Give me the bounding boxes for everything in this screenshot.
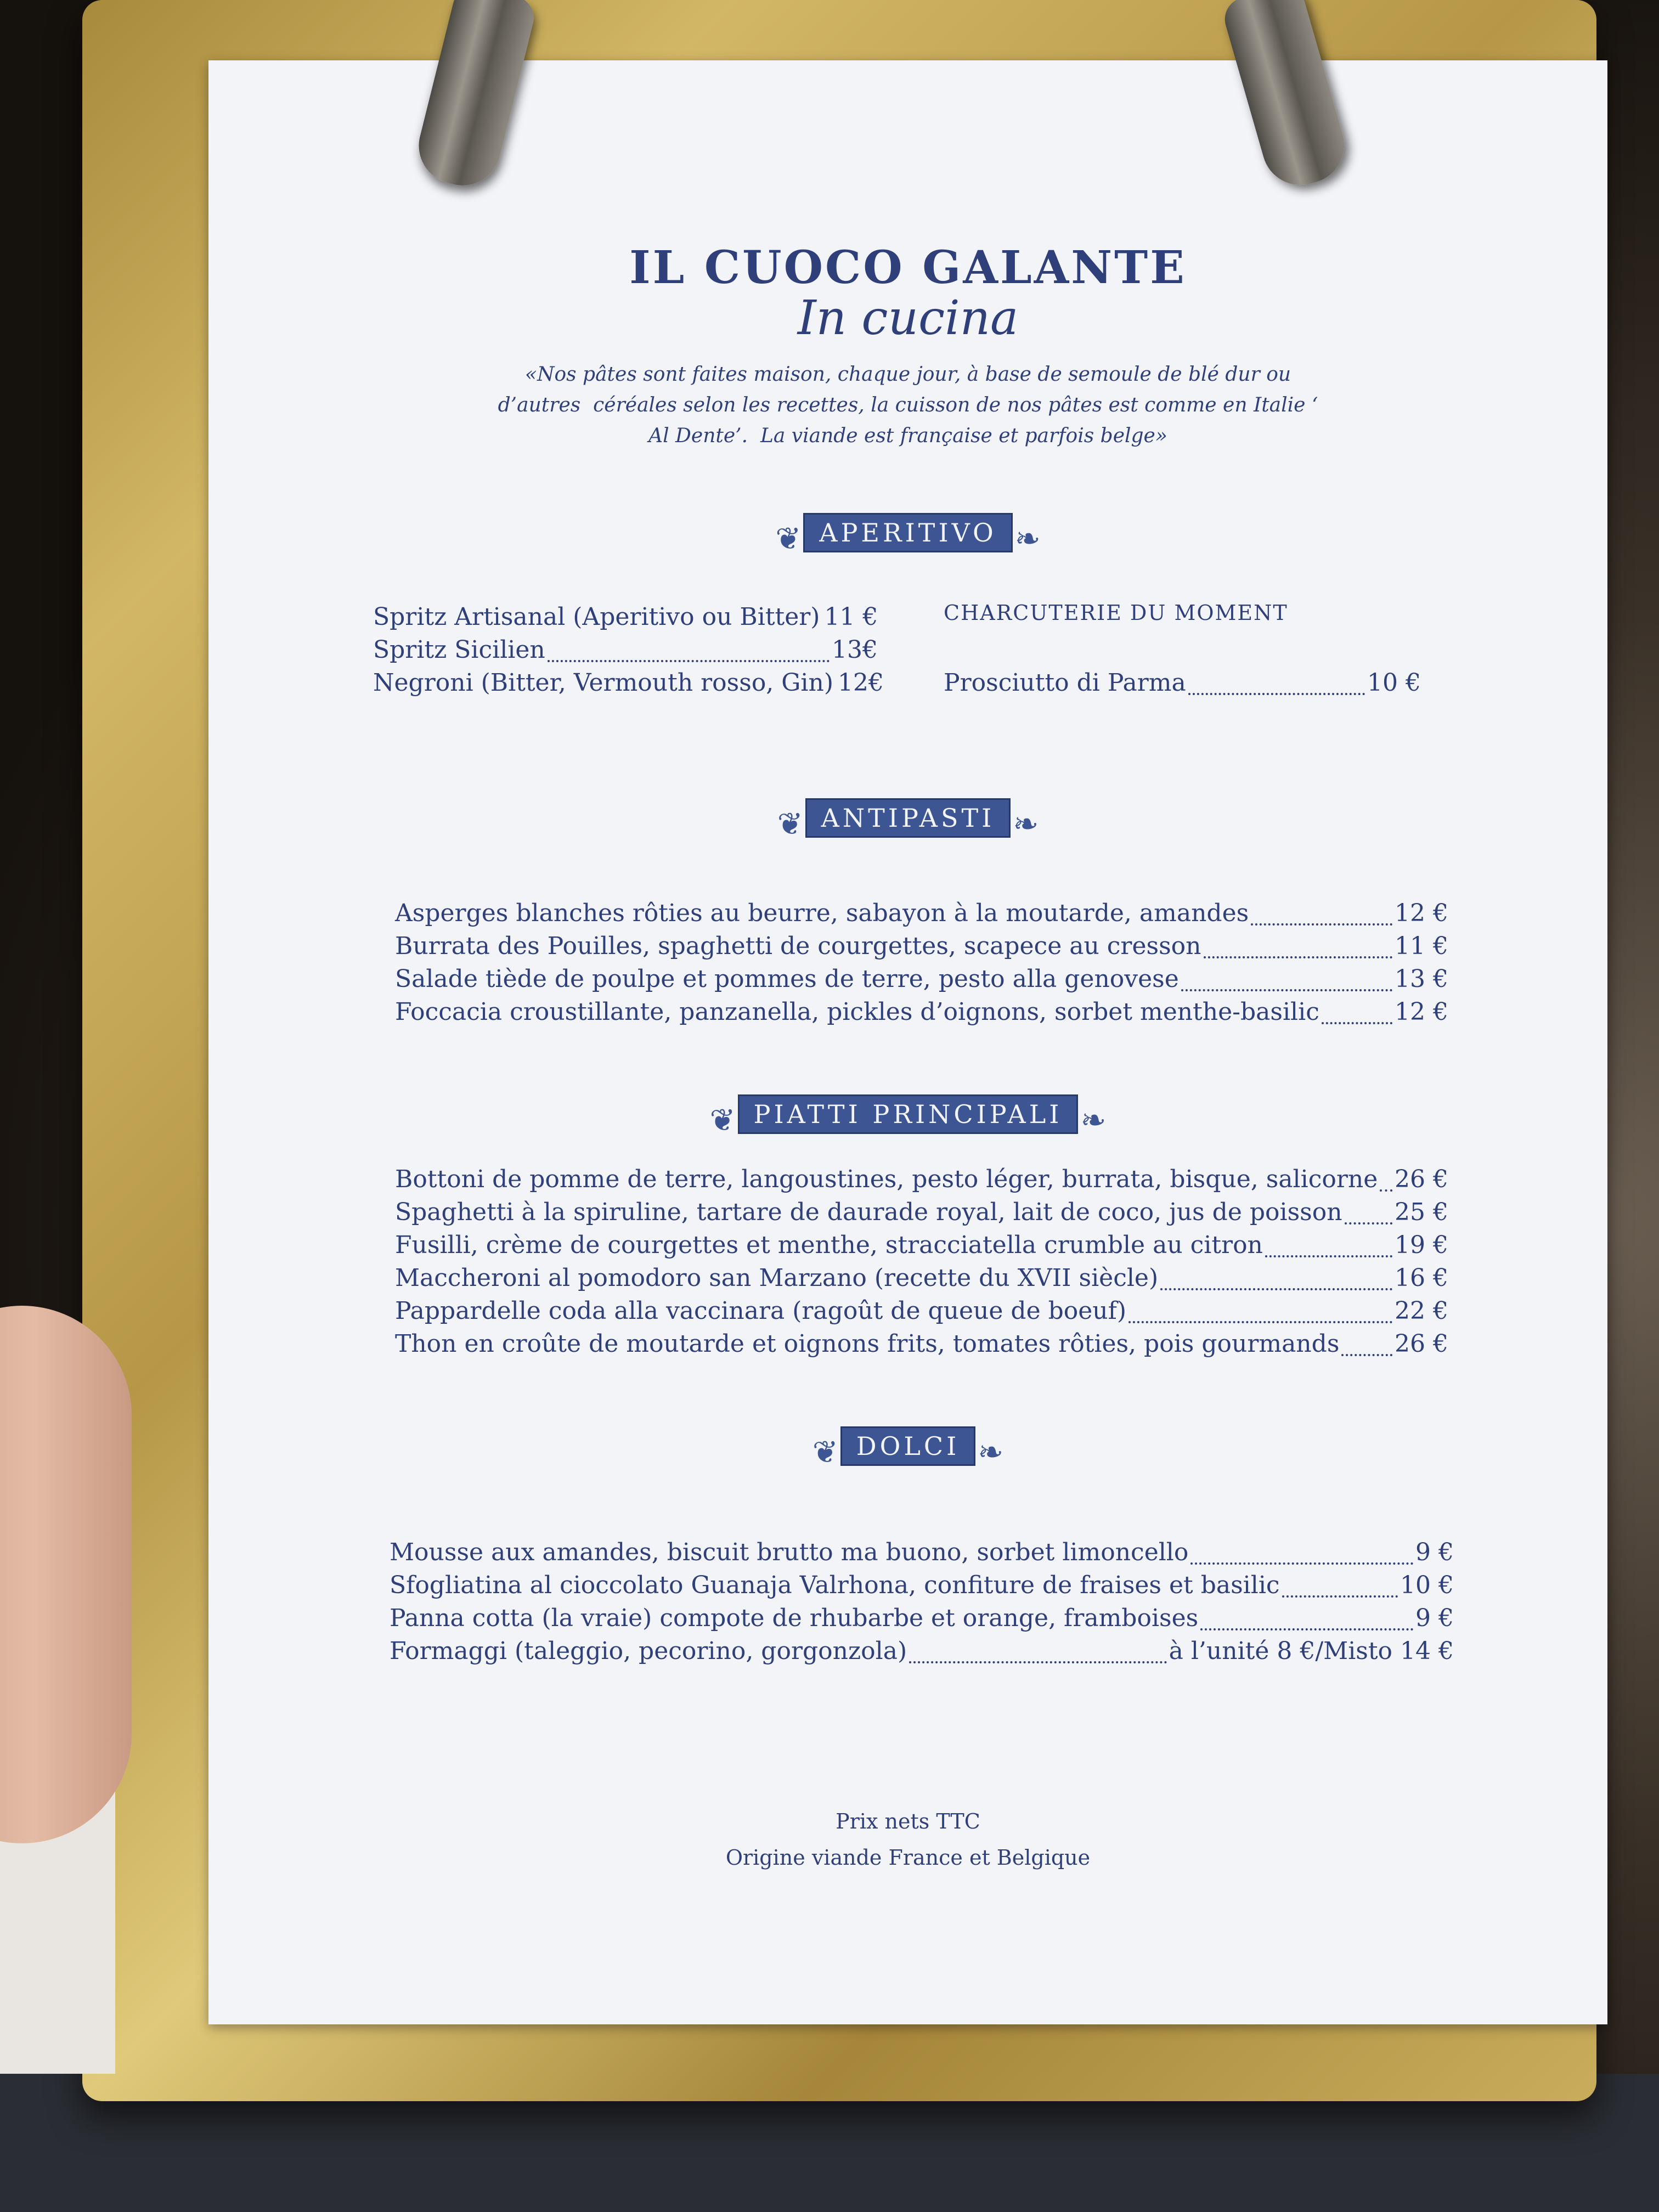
item-price: 11 € bbox=[1395, 932, 1448, 960]
leader-dots bbox=[1380, 1183, 1392, 1192]
item-name: Sfogliatina al cioccolato Guanaja Valrhona, confiture de fraises et basilic bbox=[390, 1571, 1280, 1599]
section-banner-aperitivo: APERITIVO bbox=[803, 513, 1013, 552]
item-name: Salade tiède de poulpe et pommes de terre, pesto alla genovese bbox=[395, 965, 1179, 993]
menu-item bbox=[395, 1328, 1448, 1361]
item-price: 12 € bbox=[1395, 998, 1448, 1026]
item-name: Maccheroni al pomodoro san Marzano (recette du XVII siècle) bbox=[395, 1264, 1159, 1292]
item-name: Asperges blanches rôties au beurre, sabayon à la moutarde, amandes bbox=[395, 899, 1249, 927]
section-banner-dolci: DOLCI bbox=[840, 1426, 976, 1466]
leader-dots bbox=[909, 1655, 1167, 1663]
item-name: Burrata des Pouilles, spaghetti de courgettes, scapece au cresson bbox=[395, 932, 1201, 960]
leader-dots bbox=[1341, 1347, 1392, 1356]
leader-dots bbox=[1181, 983, 1392, 991]
leader-dots bbox=[1190, 1556, 1413, 1565]
item-price: 19 € bbox=[1395, 1231, 1448, 1259]
ornament-left-icon: ❦ bbox=[777, 806, 803, 842]
menu-item bbox=[390, 1635, 1454, 1668]
menu-item bbox=[395, 1229, 1448, 1262]
item-price: 25 € bbox=[1395, 1198, 1448, 1226]
menu-item bbox=[395, 1196, 1448, 1229]
aperitivo-banner-wrap bbox=[208, 513, 1607, 557]
item-name: Mousse aux amandes, biscuit brutto ma buono, sorbet limoncello bbox=[390, 1538, 1189, 1566]
item-name: Bottoni de pomme de terre, langoustines, pesto léger, burrata, bisque, salicorne bbox=[395, 1165, 1378, 1193]
menu-item bbox=[373, 667, 884, 699]
leader-dots bbox=[1251, 917, 1392, 926]
thumb bbox=[0, 1306, 132, 1843]
menu-item bbox=[390, 1569, 1454, 1602]
menu-item bbox=[390, 1536, 1454, 1569]
menu-item bbox=[395, 1163, 1448, 1196]
leader-dots bbox=[1322, 1015, 1392, 1024]
item-name: Spritz Sicilien bbox=[373, 636, 545, 664]
item-name: Negroni (Bitter, Vermouth rosso, Gin) bbox=[373, 669, 834, 697]
footer-origin-note: Origine viande France et Belgique bbox=[725, 1846, 1091, 1870]
item-price: 11 € bbox=[824, 603, 878, 631]
brass-clipboard bbox=[82, 0, 1596, 2101]
menu-item bbox=[395, 963, 1448, 996]
intro-line: d’autres céréales selon les recettes, la cuisson de nos pâtes est comme en Italie ‘ bbox=[498, 394, 1318, 416]
charcuterie-heading: CHARCUTERIE DU MOMENT bbox=[944, 601, 1288, 625]
antipasti-banner-wrap bbox=[208, 798, 1607, 842]
item-name: Thon en croûte de moutarde et oignons frits, tomates rôties, pois gourmands bbox=[395, 1330, 1340, 1358]
item-price: à l’unité 8 €/Misto 14 € bbox=[1169, 1637, 1454, 1665]
menu-item bbox=[373, 634, 878, 667]
item-price: 10 € bbox=[1367, 669, 1421, 697]
intro-line: Al Dente’. La viande est française et parfois belge» bbox=[648, 425, 1167, 447]
item-name: Panna cotta (la vraie) compote de rhubarbe et orange, framboises bbox=[390, 1604, 1199, 1632]
ornament-left-icon: ❦ bbox=[812, 1435, 838, 1470]
item-name: Spritz Artisanal (Aperitivo ou Bitter) bbox=[373, 603, 820, 631]
menu-item bbox=[944, 667, 1421, 699]
item-price: 13€ bbox=[832, 636, 878, 664]
ornament-left-icon: ❦ bbox=[775, 521, 802, 557]
section-banner-piatti: PIATTI PRINCIPALI bbox=[738, 1094, 1079, 1134]
leader-dots bbox=[1200, 1622, 1413, 1630]
item-name: Spaghetti à la spiruline, tartare de daurade royal, lait de coco, jus de poisson bbox=[395, 1198, 1342, 1226]
ornament-left-icon: ❦ bbox=[709, 1103, 736, 1138]
ornament-right-icon: ❧ bbox=[1080, 1103, 1107, 1138]
item-name: Prosciutto di Parma bbox=[944, 669, 1186, 697]
leader-dots bbox=[1128, 1314, 1392, 1323]
item-price: 12 € bbox=[1395, 899, 1448, 927]
item-name: Formaggi (taleggio, pecorino, gorgonzola) bbox=[390, 1637, 907, 1665]
dolci-banner-wrap bbox=[208, 1426, 1607, 1470]
restaurant-title: IL CUOCO GALANTE bbox=[629, 241, 1187, 294]
leader-dots bbox=[548, 653, 830, 662]
menu-paper bbox=[208, 60, 1607, 2024]
menu-item bbox=[395, 1262, 1448, 1295]
menu-item bbox=[395, 897, 1448, 930]
leader-dots bbox=[1265, 1249, 1392, 1257]
ornament-right-icon: ❧ bbox=[1013, 806, 1039, 842]
item-price: 9 € bbox=[1415, 1604, 1454, 1632]
item-price: 9 € bbox=[1415, 1538, 1454, 1566]
leader-dots bbox=[1282, 1589, 1398, 1598]
item-price: 12€ bbox=[838, 669, 884, 697]
ornament-right-icon: ❧ bbox=[1014, 521, 1041, 557]
item-price: 26 € bbox=[1395, 1330, 1448, 1358]
item-price: 13 € bbox=[1395, 965, 1448, 993]
intro-text bbox=[208, 359, 1607, 452]
menu-item bbox=[395, 996, 1448, 1029]
footer-prices-note: Prix nets TTC bbox=[836, 1809, 980, 1833]
item-name: Pappardelle coda alla vaccinara (ragoût de queue de boeuf) bbox=[395, 1297, 1127, 1325]
item-name: Fusilli, crème de courgettes et menthe, stracciatella crumble au citron bbox=[395, 1231, 1263, 1259]
menu-item bbox=[395, 1295, 1448, 1328]
leader-dots bbox=[1188, 686, 1365, 695]
menu-item bbox=[390, 1602, 1454, 1635]
menu-subtitle: In cucina bbox=[797, 291, 1019, 346]
leader-dots bbox=[1160, 1282, 1392, 1290]
menu-item bbox=[395, 930, 1448, 963]
item-price: 26 € bbox=[1395, 1165, 1448, 1193]
piatti-banner-wrap bbox=[208, 1094, 1607, 1138]
item-price: 10 € bbox=[1400, 1571, 1454, 1599]
ornament-right-icon: ❧ bbox=[978, 1435, 1004, 1470]
menu-item bbox=[373, 601, 878, 634]
item-name: Foccacia croustillante, panzanella, pickles d’oignons, sorbet menthe-basilic bbox=[395, 998, 1319, 1026]
section-banner-antipasti: ANTIPASTI bbox=[805, 798, 1011, 838]
leader-dots bbox=[1345, 1216, 1392, 1224]
item-price: 16 € bbox=[1395, 1264, 1448, 1292]
item-price: 22 € bbox=[1395, 1297, 1448, 1325]
leader-dots bbox=[1204, 950, 1393, 958]
intro-line: «Nos pâtes sont faites maison, chaque jour, à base de semoule de blé dur ou bbox=[524, 363, 1291, 386]
